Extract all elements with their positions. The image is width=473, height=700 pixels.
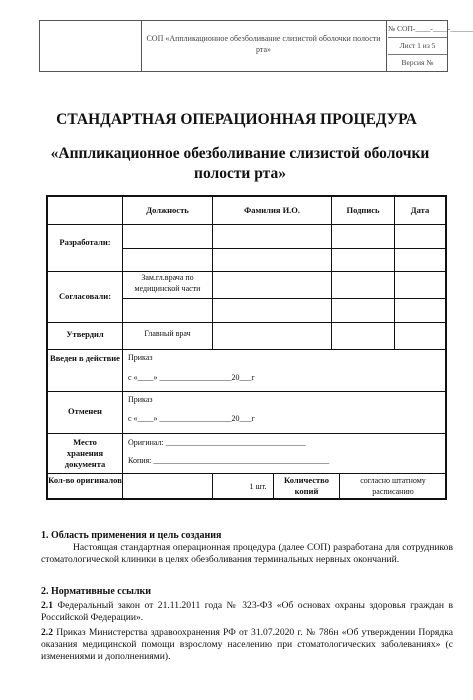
col-header-position: Должность <box>146 205 189 215</box>
page-title: СТАНДАРТНАЯ ОПЕРАЦИОННАЯ ПРОЦЕДУРА <box>56 111 417 128</box>
col-header-date: Дата <box>410 205 430 215</box>
item1-number: 2.1 <box>41 600 53 611</box>
approval-table <box>46 195 447 500</box>
section1-heading: 1. Область применения и цель создания <box>41 530 222 541</box>
sheet-number: Лист 1 из 5 <box>388 38 447 55</box>
page-subtitle: «Аппликационное обезболивание слизистой оболочки полости рта» <box>50 145 430 182</box>
row-agreed: Согласовали: <box>58 291 112 301</box>
document-name: СОП «Аппликационное обезболивание слизистой оболочки полости рта» <box>141 21 387 71</box>
storage-original: Оригинал: ___________________________________ <box>128 438 306 447</box>
document-header <box>39 20 473 72</box>
version-number: Версия № <box>401 58 434 67</box>
col-header-name: Фамилия И.О. <box>243 205 301 215</box>
section1-text: Настоящая стандартная операционная процедура (далее СОП) разработана для сотрудников стоматологической клиники в целях обезболивания терминальных нервных окончаний. <box>41 542 453 565</box>
row-cancelled: Отменен <box>68 406 102 416</box>
row-enacted: Введен в действие <box>50 353 120 363</box>
section2-item1 <box>41 600 453 624</box>
copies-value: согласно штатному расписанию <box>360 476 426 496</box>
approved-position: Главный врач <box>144 329 191 338</box>
section2-item2 <box>41 627 453 663</box>
enacted-date-line: с «____» __________________20___г <box>128 373 255 382</box>
col-header-signature: Подпись <box>346 205 380 215</box>
logo-cell <box>40 21 142 71</box>
storage-copy: Копия: ____________________________________________ <box>128 456 330 465</box>
document-meta <box>388 21 473 71</box>
cancelled-date-line: с «____» __________________20___г <box>128 414 255 423</box>
item2-text: Приказ Министерства здравоохранения РФ от 31.07.2020 г. № 786н «Об утверждении Порядка оказания медицинской помощи взрослому населению при стоматологических заболеваниях» (с изменениями и дополнениями). <box>41 627 453 662</box>
copies-count-label: Количество копий <box>284 475 329 496</box>
row-developed: Разработали: <box>59 237 111 247</box>
cancelled-order: Приказ <box>128 395 153 404</box>
item1-text: Федеральный закон от 21.11.2011 года № 323-ФЗ «Об основах охраны здоровья граждан в Российской Федерации». <box>41 600 453 623</box>
agreed-position: Зам.гл.врача по медицинской части <box>134 273 201 293</box>
row-approved: Утвердил <box>66 329 104 339</box>
document-number: № СОП-____-____-______ <box>388 21 447 38</box>
originals-value: 1 шт. <box>249 482 267 491</box>
enacted-order: Приказ <box>128 353 153 362</box>
row-storage: Место хранения документа <box>64 437 106 469</box>
section2-heading: 2. Нормативные ссылки <box>41 586 152 597</box>
item2-number: 2.2 <box>41 627 53 638</box>
row-originals-count: Кол-во оригиналов <box>48 475 122 485</box>
